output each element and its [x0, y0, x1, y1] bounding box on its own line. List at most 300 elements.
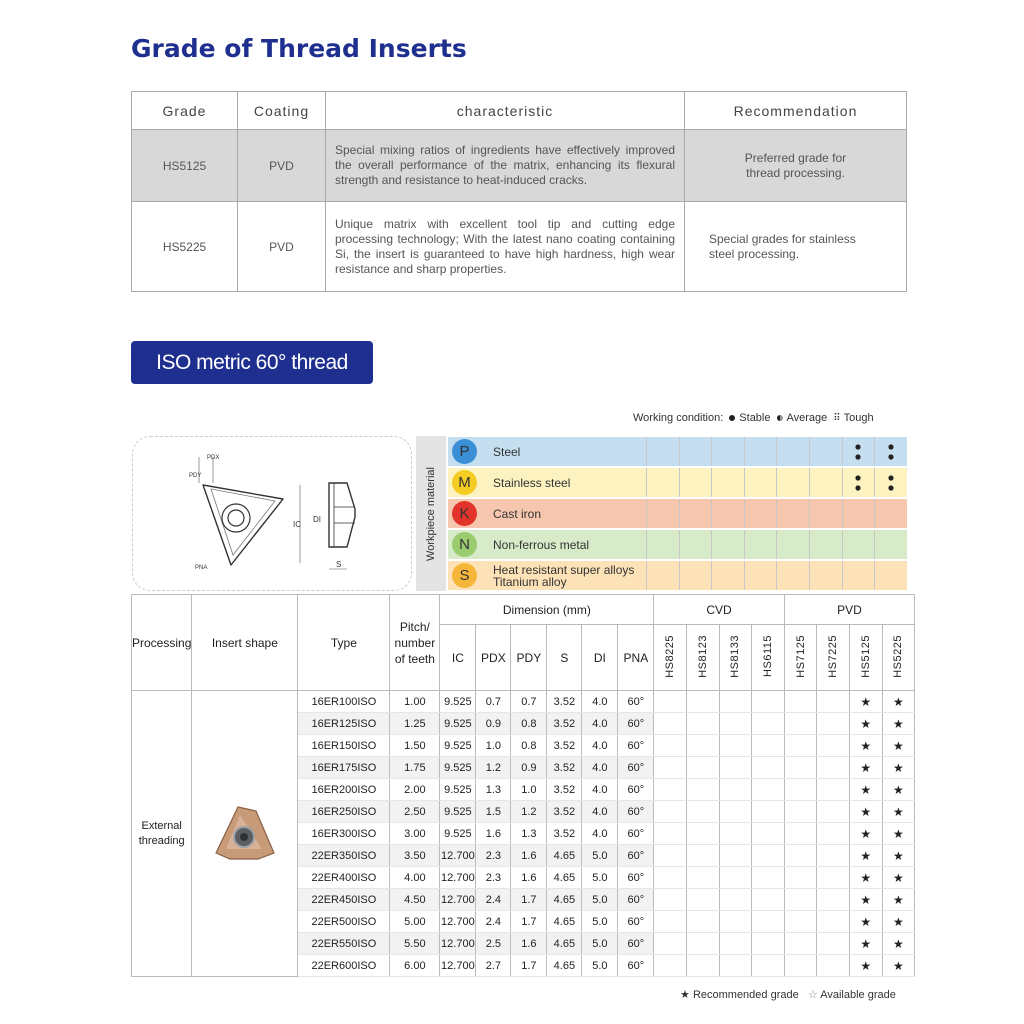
pdy-label: PDY: [189, 473, 202, 479]
recommendation-cell: Preferred grade for thread processing.: [685, 130, 907, 202]
pna-cell: 60°: [618, 713, 654, 735]
grade-mark-cell: [784, 911, 817, 933]
pdy-cell: 1.7: [511, 889, 547, 911]
condition-cell: [744, 468, 777, 497]
grade-mark-cell: [719, 779, 752, 801]
grade-mark-cell: [686, 757, 719, 779]
pdx-cell: 2.4: [476, 911, 511, 933]
grade-mark-cell: ★: [882, 735, 915, 757]
pitch-cell: 2.00: [390, 779, 440, 801]
material-row: [448, 530, 907, 560]
condition-dots-icon: [854, 474, 862, 492]
grade-mark-cell: [719, 911, 752, 933]
grade-mark-cell: [752, 713, 785, 735]
material-name: Cast iron: [493, 506, 542, 521]
grade-mark-cell: ★: [849, 889, 882, 911]
grade-mark-cell: [817, 823, 850, 845]
ic-cell: 12.700: [440, 845, 476, 867]
di-cell: 4.0: [582, 713, 618, 735]
grade-mark-cell: [784, 713, 817, 735]
condition-cell: [646, 530, 679, 559]
insert-shape-header: Insert shape: [192, 595, 298, 691]
s-cell: 3.52: [547, 713, 582, 735]
table-row: [132, 691, 915, 713]
s-cell: 4.65: [547, 955, 582, 977]
grade-mark-cell: ★: [849, 713, 882, 735]
s-cell: 4.65: [547, 889, 582, 911]
dim-header: IC: [440, 625, 476, 691]
s-cell: 3.52: [547, 757, 582, 779]
dim-header: PDX: [476, 625, 511, 691]
type-cell: 22ER450ISO: [298, 889, 390, 911]
grade-mark-cell: [817, 955, 850, 977]
grade-header: Grade: [132, 92, 238, 130]
ic-cell: 12.700: [440, 889, 476, 911]
grade-mark-cell: ★: [882, 933, 915, 955]
grade-mark-cell: ★: [882, 845, 915, 867]
grade-column-header: HS8123: [686, 625, 719, 691]
grade-legend: [680, 988, 896, 1001]
pdx-cell: 1.3: [476, 779, 511, 801]
type-cell: 22ER400ISO: [298, 867, 390, 889]
pna-cell: 60°: [618, 933, 654, 955]
pitch-cell: 3.50: [390, 845, 440, 867]
pdy-cell: 1.7: [511, 911, 547, 933]
grade-mark-cell: [719, 713, 752, 735]
condition-cell: [646, 468, 679, 497]
type-cell: 16ER200ISO: [298, 779, 390, 801]
grade-mark-cell: ★: [849, 823, 882, 845]
grade-mark-cell: ★: [882, 889, 915, 911]
grade-mark-cell: [752, 801, 785, 823]
grade-mark-cell: [817, 845, 850, 867]
di-cell: 4.0: [582, 779, 618, 801]
grade-column-header: HS5225: [882, 625, 915, 691]
pvd-header: PVD: [784, 595, 914, 625]
grade-mark-cell: [686, 867, 719, 889]
di-cell: 5.0: [582, 889, 618, 911]
grade-mark-cell: [654, 757, 687, 779]
grade-mark-cell: ★: [882, 801, 915, 823]
pdy-cell: 1.3: [511, 823, 547, 845]
di-cell: 4.0: [582, 823, 618, 845]
characteristic-cell: Special mixing ratios of ingredients have effectively improved the overall performance of the matrix, enhancing its flexural strength and resistance to heat-induced cracks.: [326, 130, 685, 202]
condition-cell: [744, 499, 777, 528]
pna-cell: 60°: [618, 911, 654, 933]
grade-cell: HS5225: [132, 202, 238, 292]
ic-cell: 9.525: [440, 735, 476, 757]
di-label: DI: [313, 515, 321, 524]
grade-mark-cell: [817, 735, 850, 757]
grade-mark-cell: [719, 845, 752, 867]
condition-cell: [711, 437, 744, 466]
condition-cell: [842, 530, 875, 559]
grade-mark-cell: [654, 779, 687, 801]
grade-mark-cell: [817, 911, 850, 933]
condition-cell: [744, 437, 777, 466]
material-badge: S: [452, 563, 477, 588]
material-name: Steel: [493, 444, 521, 459]
average-dot-icon: [777, 415, 783, 421]
pna-cell: 60°: [618, 867, 654, 889]
pdy-cell: 1.2: [511, 801, 547, 823]
pna-cell: 60°: [618, 823, 654, 845]
type-cell: 16ER100ISO: [298, 691, 390, 713]
table-row: [132, 130, 907, 202]
grade-mark-cell: [784, 691, 817, 713]
grade-mark-cell: [719, 889, 752, 911]
processing-header: Processing: [132, 595, 192, 691]
material-badge: K: [452, 501, 477, 526]
condition-cell: [874, 530, 907, 559]
type-cell: 22ER550ISO: [298, 933, 390, 955]
grade-mark-cell: [686, 713, 719, 735]
condition-cell: [809, 437, 842, 466]
material-row: [448, 499, 907, 529]
type-cell: 16ER125ISO: [298, 713, 390, 735]
pdx-cell: 1.2: [476, 757, 511, 779]
pna-cell: 60°: [618, 757, 654, 779]
condition-cell: [646, 437, 679, 466]
grade-mark-cell: [686, 801, 719, 823]
condition-cell: [679, 561, 712, 590]
grade-mark-cell: [752, 889, 785, 911]
insert-diagram-icon: [133, 437, 413, 592]
condition-cell: [776, 530, 809, 559]
grade-mark-cell: [719, 735, 752, 757]
grade-mark-cell: ★: [882, 911, 915, 933]
material-badge: M: [452, 470, 477, 495]
grade-mark-cell: [784, 845, 817, 867]
condition-cell: [711, 499, 744, 528]
pdy-cell: 0.8: [511, 713, 547, 735]
grade-mark-cell: [784, 867, 817, 889]
di-cell: 4.0: [582, 735, 618, 757]
stable-dot-icon: [729, 415, 735, 421]
working-condition-legend: [633, 412, 874, 424]
insert-photo-icon: [210, 801, 280, 863]
material-row: [448, 437, 907, 467]
material-badge: P: [452, 439, 477, 464]
grade-mark-cell: [817, 889, 850, 911]
pitch-cell: 2.50: [390, 801, 440, 823]
pdx-cell: 1.6: [476, 823, 511, 845]
di-cell: 5.0: [582, 911, 618, 933]
grade-mark-cell: [817, 757, 850, 779]
grade-mark-cell: ★: [882, 867, 915, 889]
thread-insert-table: [131, 594, 915, 977]
condition-cell: [646, 561, 679, 590]
di-cell: 5.0: [582, 933, 618, 955]
table-row: [132, 202, 907, 292]
grade-mark-cell: [654, 955, 687, 977]
condition-cell: [711, 468, 744, 497]
grade-mark-cell: ★: [849, 779, 882, 801]
pitch-cell: 1.50: [390, 735, 440, 757]
pitch-cell: 6.00: [390, 955, 440, 977]
condition-cell: [679, 437, 712, 466]
grade-mark-cell: [686, 691, 719, 713]
available-star-icon: ☆: [807, 989, 818, 1001]
grade-mark-cell: [784, 955, 817, 977]
type-cell: 22ER600ISO: [298, 955, 390, 977]
pdy-cell: 1.6: [511, 933, 547, 955]
grade-mark-cell: [719, 867, 752, 889]
tough-legend: ⠿ Tough: [833, 412, 874, 424]
pdx-cell: 1.0: [476, 735, 511, 757]
grade-mark-cell: [686, 735, 719, 757]
page-title: Grade of Thread Inserts: [131, 34, 467, 63]
available-legend: Available grade: [820, 989, 896, 1001]
ic-cell: 9.525: [440, 757, 476, 779]
condition-cell: [874, 437, 907, 466]
grade-mark-cell: [752, 691, 785, 713]
coating-cell: PVD: [238, 130, 326, 202]
pna-cell: 60°: [618, 801, 654, 823]
s-cell: 3.52: [547, 801, 582, 823]
material-name: Heat resistant super alloys Titanium alloy: [493, 562, 635, 589]
grade-mark-cell: ★: [849, 757, 882, 779]
condition-cell: [646, 499, 679, 528]
grade-mark-cell: [752, 933, 785, 955]
grade-mark-cell: [686, 911, 719, 933]
material-row: [448, 561, 907, 591]
grade-mark-cell: [654, 713, 687, 735]
grade-mark-cell: ★: [882, 779, 915, 801]
grade-mark-cell: [686, 955, 719, 977]
grade-column-header: HS6115: [752, 625, 785, 691]
grade-mark-cell: [752, 867, 785, 889]
condition-cell: [776, 468, 809, 497]
grade-mark-cell: [719, 955, 752, 977]
grade-mark-cell: [784, 823, 817, 845]
di-cell: 4.0: [582, 757, 618, 779]
grade-mark-cell: [817, 801, 850, 823]
grade-mark-cell: [752, 757, 785, 779]
condition-cell: [776, 499, 809, 528]
grade-mark-cell: ★: [849, 955, 882, 977]
grade-mark-cell: [817, 713, 850, 735]
insert-shape-cell: [192, 691, 298, 977]
grade-mark-cell: ★: [849, 867, 882, 889]
average-legend: Average: [777, 412, 828, 424]
grade-mark-cell: [752, 845, 785, 867]
s-label: S: [336, 560, 342, 569]
condition-dots-icon: [887, 474, 895, 492]
pitch-cell: 4.50: [390, 889, 440, 911]
grade-mark-cell: [752, 911, 785, 933]
pitch-cell: 4.00: [390, 867, 440, 889]
grade-mark-cell: [784, 933, 817, 955]
condition-cell: [874, 468, 907, 497]
ic-cell: 9.525: [440, 801, 476, 823]
grade-mark-cell: [654, 801, 687, 823]
condition-cell: [711, 561, 744, 590]
grade-mark-cell: [654, 845, 687, 867]
s-cell: 4.65: [547, 911, 582, 933]
condition-cell: [874, 561, 907, 590]
grade-mark-cell: [654, 691, 687, 713]
type-cell: 22ER350ISO: [298, 845, 390, 867]
grade-mark-cell: [752, 735, 785, 757]
grade-mark-cell: ★: [882, 757, 915, 779]
material-name: Stainless steel: [493, 475, 571, 490]
condition-cell: [874, 499, 907, 528]
type-cell: 16ER175ISO: [298, 757, 390, 779]
pdx-cell: 2.7: [476, 955, 511, 977]
s-cell: 3.52: [547, 823, 582, 845]
material-name: Non-ferrous metal: [493, 537, 590, 552]
di-cell: 5.0: [582, 867, 618, 889]
pdx-cell: 2.3: [476, 845, 511, 867]
coating-header: Coating: [238, 92, 326, 130]
grade-mark-cell: [686, 779, 719, 801]
grade-mark-cell: [686, 823, 719, 845]
condition-cell: [744, 561, 777, 590]
material-row: [448, 468, 907, 498]
condition-dots-icon: [887, 443, 895, 461]
grade-mark-cell: [784, 779, 817, 801]
ic-label: IC: [293, 520, 301, 529]
pna-cell: 60°: [618, 691, 654, 713]
condition-cell: [809, 468, 842, 497]
coating-cell: PVD: [238, 202, 326, 292]
recommendation-header: Recommendation: [685, 92, 907, 130]
dim-header: PDY: [511, 625, 547, 691]
condition-cell: [809, 499, 842, 528]
ic-cell: 12.700: [440, 911, 476, 933]
processing-cell: External threading: [132, 691, 192, 977]
condition-cell: [809, 561, 842, 590]
type-cell: 16ER150ISO: [298, 735, 390, 757]
stable-legend: Stable: [729, 412, 770, 424]
grade-mark-cell: ★: [849, 845, 882, 867]
condition-cell: [679, 499, 712, 528]
pdx-cell: 2.3: [476, 867, 511, 889]
grade-mark-cell: [817, 933, 850, 955]
condition-cell: [744, 530, 777, 559]
di-cell: 4.0: [582, 801, 618, 823]
grade-mark-cell: ★: [882, 713, 915, 735]
pdx-cell: 0.7: [476, 691, 511, 713]
condition-cell: [776, 437, 809, 466]
condition-cell: [776, 561, 809, 590]
pdy-cell: 0.9: [511, 757, 547, 779]
grade-mark-cell: [784, 889, 817, 911]
pdx-cell: 1.5: [476, 801, 511, 823]
s-cell: 4.65: [547, 845, 582, 867]
pdy-cell: 0.8: [511, 735, 547, 757]
pdy-cell: 1.7: [511, 955, 547, 977]
ic-cell: 9.525: [440, 691, 476, 713]
pitch-header: Pitch/ number of teeth: [390, 595, 440, 691]
grade-mark-cell: [719, 757, 752, 779]
condition-cell: [842, 499, 875, 528]
grade-mark-cell: ★: [882, 691, 915, 713]
s-cell: 3.52: [547, 691, 582, 713]
insert-drawing: [132, 436, 412, 591]
pdx-cell: 0.9: [476, 713, 511, 735]
di-cell: 4.0: [582, 691, 618, 713]
condition-cell: [842, 437, 875, 466]
pitch-cell: 1.25: [390, 713, 440, 735]
grade-mark-cell: [817, 691, 850, 713]
dim-header: DI: [582, 625, 618, 691]
grade-mark-cell: [719, 933, 752, 955]
grade-mark-cell: ★: [849, 933, 882, 955]
condition-cell: [842, 468, 875, 497]
grade-cell: HS5125: [132, 130, 238, 202]
di-cell: 5.0: [582, 955, 618, 977]
recommended-legend: Recommended grade: [692, 989, 799, 1001]
grade-table: [131, 91, 907, 292]
grade-mark-cell: ★: [882, 955, 915, 977]
ic-cell: 9.525: [440, 779, 476, 801]
cvd-header: CVD: [654, 595, 784, 625]
pitch-cell: 1.00: [390, 691, 440, 713]
pna-cell: 60°: [618, 735, 654, 757]
condition-cell: [809, 530, 842, 559]
grade-column-header: HS7225: [817, 625, 850, 691]
grade-mark-cell: ★: [849, 735, 882, 757]
recommended-star-icon: ★: [680, 989, 690, 1001]
dim-header: PNA: [618, 625, 654, 691]
grade-mark-cell: [752, 779, 785, 801]
working-condition-label: Working condition:: [633, 412, 724, 424]
s-cell: 4.65: [547, 933, 582, 955]
pitch-cell: 5.00: [390, 911, 440, 933]
ic-cell: 12.700: [440, 955, 476, 977]
grade-column-header: HS7125: [784, 625, 817, 691]
tough-icon: ⠿: [833, 413, 841, 424]
ic-cell: 12.700: [440, 867, 476, 889]
pdy-cell: 0.7: [511, 691, 547, 713]
s-cell: 3.52: [547, 779, 582, 801]
ic-cell: 9.525: [440, 823, 476, 845]
dim-header: S: [547, 625, 582, 691]
grade-mark-cell: ★: [849, 691, 882, 713]
pdx-cell: 2.4: [476, 889, 511, 911]
pitch-cell: 5.50: [390, 933, 440, 955]
material-badge: N: [452, 532, 477, 557]
grade-mark-cell: [752, 823, 785, 845]
pdy-cell: 1.6: [511, 845, 547, 867]
dimension-header: Dimension (mm): [440, 595, 654, 625]
grade-mark-cell: [686, 933, 719, 955]
characteristic-cell: Unique matrix with excellent tool tip and cutting edge processing technology; With the latest nano coating containing Si, the insert is guaranteed to have high hardness, high wear resistance and sharp properties.: [326, 202, 685, 292]
grade-mark-cell: [784, 801, 817, 823]
pitch-cell: 1.75: [390, 757, 440, 779]
grade-mark-cell: [719, 801, 752, 823]
grade-mark-cell: [719, 823, 752, 845]
grade-mark-cell: ★: [882, 823, 915, 845]
condition-cell: [679, 530, 712, 559]
pitch-cell: 3.00: [390, 823, 440, 845]
type-cell: 22ER500ISO: [298, 911, 390, 933]
type-cell: 16ER250ISO: [298, 801, 390, 823]
pna-label: PNA: [195, 565, 208, 571]
pna-cell: 60°: [618, 779, 654, 801]
pna-cell: 60°: [618, 889, 654, 911]
di-cell: 5.0: [582, 845, 618, 867]
grade-mark-cell: [686, 845, 719, 867]
grade-mark-cell: [752, 955, 785, 977]
pdy-cell: 1.0: [511, 779, 547, 801]
grade-mark-cell: [784, 757, 817, 779]
condition-cell: [711, 530, 744, 559]
grade-column-header: HS5125: [849, 625, 882, 691]
section-banner: ISO metric 60° thread: [131, 341, 373, 384]
